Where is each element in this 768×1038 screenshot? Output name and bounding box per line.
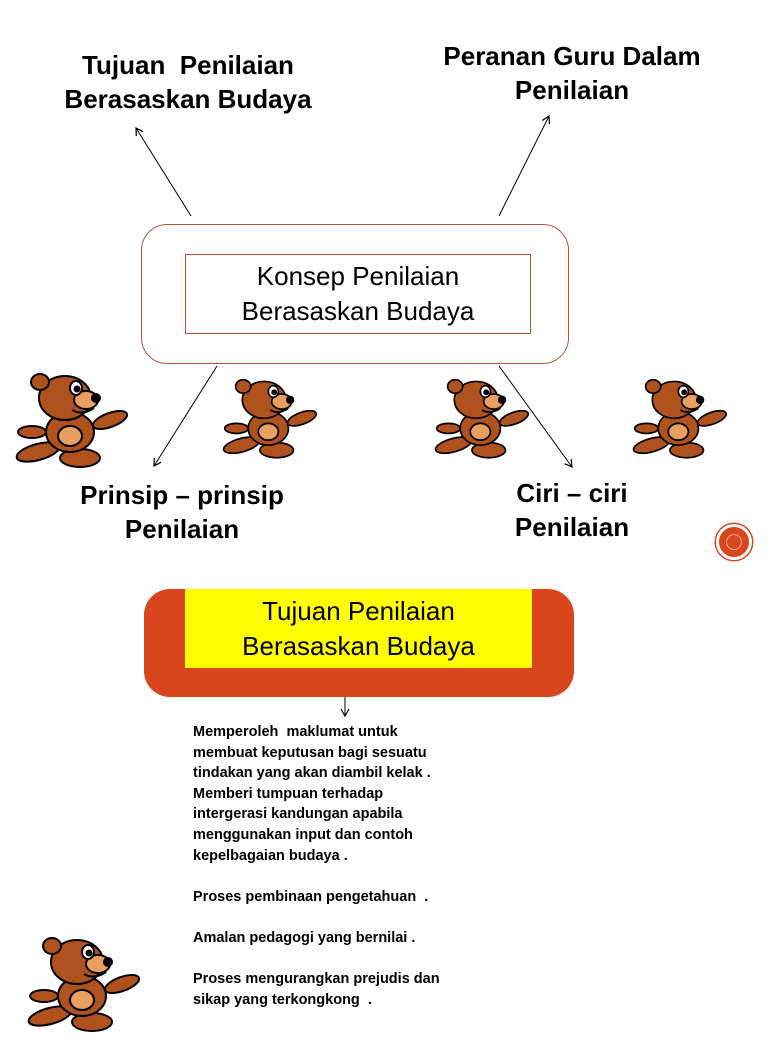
walking-bear-icon <box>430 372 534 468</box>
arrow-to-top-right <box>499 116 549 216</box>
label-tujuan-penilaian: Tujuan Penilaian Berasaskan Budaya <box>64 50 312 114</box>
paragraph-maklumat: Memperoleh maklumat untuk membuat keputusan bagi sesuatu tindakan yang akan diambil kelak . Memberi tumpuan terhadap intergerasi kandungan apabila menggunakan input dan contoh kepelbagaian budaya . <box>193 724 431 864</box>
label-ciri-penilaian: Ciri – ciri Penilaian <box>514 478 630 542</box>
arrow-to-bottom-left <box>154 366 217 466</box>
circle-nav-icon[interactable] <box>716 524 752 560</box>
walking-bear-icon <box>218 372 322 468</box>
walking-bear-icon <box>628 372 732 468</box>
label-peranan-guru: Peranan Guru Dalam Penilaian <box>443 41 701 105</box>
label-prinsip-penilaian: Prinsip – prinsip Penilaian <box>80 480 284 544</box>
walking-bear-icon <box>22 934 146 1038</box>
walking-bear-icon <box>10 370 134 474</box>
section-body-text <box>193 722 513 1031</box>
paragraph-prejudis: Proses mengurangkan prejudis dan sikap yang terkongkong . <box>193 971 440 1008</box>
center-concept-box: Konsep Penilaian Berasaskan Budaya <box>185 254 531 334</box>
section-title-box: Tujuan Penilaian Berasaskan Budaya <box>185 589 532 668</box>
paragraph-pedagogi: Amalan pedagogi yang bernilai . <box>193 929 416 946</box>
arrow-to-top-left <box>136 128 191 216</box>
paragraph-pengetahuan: Proses pembinaan pengetahuan . <box>193 888 429 905</box>
